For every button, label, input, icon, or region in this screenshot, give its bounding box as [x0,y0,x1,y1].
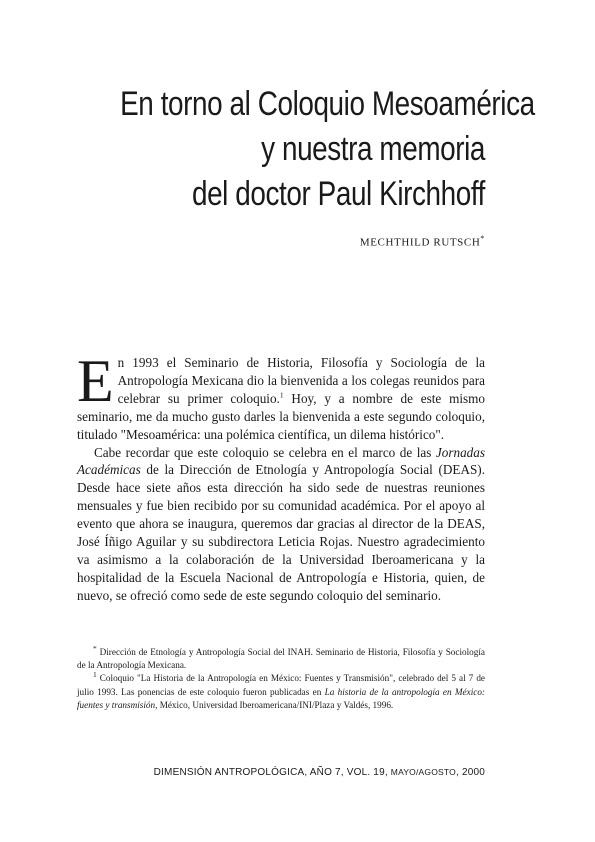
paragraph-1-text-b: Hoy, y a nombre de este mismo seminario, me da mucho gusto darles la bienvenida a este segundo coloquio, titulado "Mesoamérica: una polémica científica, un dilema histórico". [77,390,485,442]
paragraph-2-text-d: , José Íñigo Aguilar y su subdirectora Leticia Rojas. Nuestro agradecimiento va asimismo a la colaboración de la Universidad Iberoamericana y la hospitalidad de la Escuela Nacional de Antropología e Historia, quien, de nuevo, se ofreció como sede de este segundo coloquio del seminario. [77,516,485,603]
footnote-1-text-a: Coloquio "La Historia de la Antropología en México: Fuentes y Transmisión", celebrado del 5 al 7 de julio 1993. Las ponencias de este coloquio fueron publicadas en [77,673,485,697]
footnote-1-italic: La historia de la antropología en México: fuentes y transmisión [77,686,485,710]
drop-cap: E [77,348,114,414]
title-line-1: En torno al Coloquio Mesoamérica [120,85,535,123]
paragraph-2-text-b: de la Dirección de Etnología y Antropología Social ( [140,462,443,478]
title-line-3: del doctor Paul Kirchhoff [191,175,485,213]
paragraph-1-text-a: n 1993 el Seminario de Historia, Filosofía y Sociología de la Antropología Mexicana dio la bienvenida a los colegas reunidos para celebrar su primer coloquio. [117,355,485,406]
author-byline [360,234,485,249]
issue-months: MAYO/AGOSTO [390,767,456,777]
paragraph-2-italic: Jornadas Académicas [77,444,485,478]
footnote-1-mark: 1 [93,670,97,680]
footnotes [77,643,485,712]
footnote-1-text-b: , México, Universidad Iberoamericana/ [155,699,300,710]
footnote-star [77,643,485,672]
acronym-deas: DEAS [442,462,478,478]
paragraph-2 [77,444,485,605]
journal-name: DIMENSIÓN ANTROPOLÓGICA, AÑO 7, VOL. 19, [153,767,391,778]
footnote-star-mark: * [93,643,97,653]
acronym-ini: INI [299,699,312,710]
footnote-star-text-b: . Seminario de Historia, Filosofía y Sociología de la Antropología Mexicana. [77,647,485,671]
footnote-1-text-c: /Plaza y Valdés, 1996. [312,699,394,710]
paragraph-2-text-a: Cabe recordar que este coloquio se celebra en el marco de las [94,444,436,460]
footnote-1 [77,672,485,712]
footnote-star-text-a: Dirección de Etnología y Antropología Social del [96,647,288,657]
title-line-2: y nuestra memoria [261,130,485,168]
article-body [77,348,485,605]
paragraph-1 [77,348,485,444]
running-footer [154,767,485,778]
issue-year: , 2000 [455,767,485,778]
footnote-ref-1[interactable]: 1 [279,390,284,400]
author-name: MECHTHILD RUTSCH [359,236,481,249]
paragraph-2-text-c: ). Desde hace siete años esta dirección ha sido sede de nuestras reuniones mensuales y fue bien recibido por su comunidad académica. Por el apoyo al evento que ahora se inaugura, queremos dar gracias al director de la [77,462,485,532]
acronym-inah: INAH [287,647,311,657]
article-title [40,82,535,217]
acronym-deas-2: DEAS [447,516,482,532]
author-footnote-mark: * [480,234,485,243]
